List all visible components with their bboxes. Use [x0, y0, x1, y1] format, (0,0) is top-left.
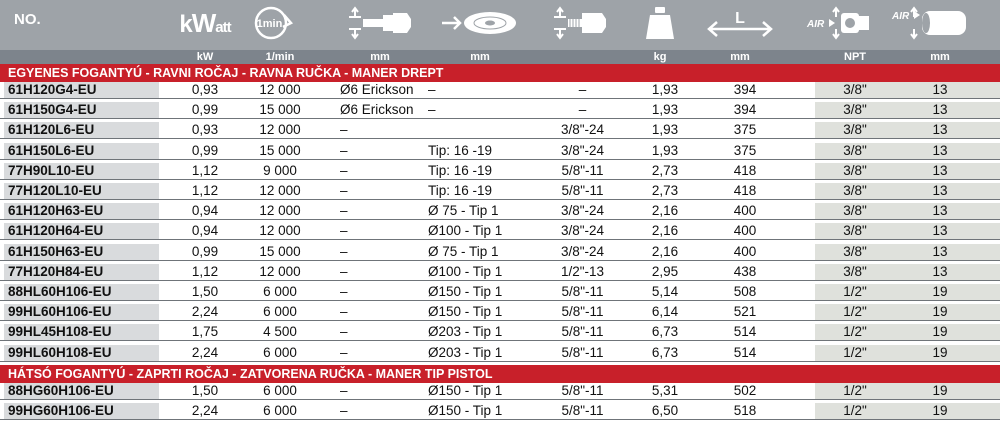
hose-mm: 19	[932, 344, 948, 360]
power-kw: 1,12	[191, 263, 219, 279]
power-kw: 2,24	[191, 403, 219, 418]
weight-kg: 1,93	[651, 82, 679, 97]
spindle-thread: 3/8"-24	[560, 223, 605, 239]
hose-mm: 13	[932, 203, 948, 219]
table-row	[0, 223, 1000, 240]
model-number: 99HL45H108-EU	[4, 324, 159, 340]
disc-type: –	[428, 82, 436, 97]
speed-rpm: 15 000	[259, 102, 301, 118]
air-inlet-npt: 3/8"	[843, 122, 867, 138]
length-mm: 514	[733, 324, 757, 340]
model-number: 77H120H84-EU	[4, 264, 159, 280]
speed-rpm: 12 000	[259, 183, 301, 198]
speed-rpm: 6 000	[263, 284, 297, 299]
section-title: HÁTSÓ FOGANTYÚ - ZAPRTI ROČAJ - ZATVORENA RUČKA - MANER TIP PISTOL	[8, 367, 493, 381]
weight-kg: 5,31	[651, 383, 679, 398]
air-inlet-npt: 3/8"	[843, 243, 867, 259]
length-mm: 518	[733, 403, 757, 418]
unit-hose: mm	[930, 51, 950, 63]
air-label-1: AIR	[807, 19, 825, 30]
hose-mm: 13	[932, 243, 948, 259]
model-number: 61H150G4-EU	[4, 102, 159, 118]
air-inlet-npt: 1/2"	[843, 324, 867, 340]
length-mm: 502	[733, 383, 757, 398]
length-mm: 375	[733, 122, 757, 138]
power-kw: 0,99	[191, 142, 219, 158]
air-inlet-icon	[805, 5, 875, 41]
model-number: 88HG60H106-EU	[4, 383, 159, 399]
svg-text:L: L	[735, 10, 745, 27]
collet-size: –	[340, 324, 348, 340]
disc-type: Ø150 - Tip 1	[428, 304, 503, 320]
collet-size: –	[340, 263, 348, 279]
disc-type: Ø150 - Tip 1	[428, 403, 503, 418]
hose-mm: 13	[932, 223, 948, 239]
model-number: 61H120G4-EU	[4, 82, 159, 98]
speed-rpm: 15 000	[259, 142, 301, 158]
speed-rpm: 6 000	[263, 403, 297, 418]
power-kw: 1,50	[191, 383, 219, 398]
model-number: 61H150L6-EU	[4, 143, 159, 159]
disc-type: Ø100 - Tip 1	[428, 263, 503, 279]
collet-size: Ø6 Erickson	[340, 82, 414, 97]
weight-kg: 2,16	[651, 223, 679, 239]
speed-icon	[250, 5, 298, 41]
spindle-thread: 1/2"-13	[560, 263, 605, 279]
hose-mm: 13	[932, 162, 948, 178]
power-kw: 2,24	[191, 304, 219, 320]
unit-collet: mm	[370, 51, 390, 63]
disc-type	[428, 122, 528, 138]
model-number: 77H120L10-EU	[4, 183, 159, 199]
table-row	[0, 345, 1000, 362]
disc-type: Ø 75 - Tip 1	[428, 203, 499, 219]
air-inlet-npt: 1/2"	[843, 344, 867, 360]
collet-size: –	[340, 142, 348, 158]
model-number: 99HL60H108-EU	[4, 345, 159, 361]
hose-mm: 19	[932, 403, 948, 418]
length-mm: 418	[733, 183, 757, 198]
power-kw: 1,12	[191, 183, 219, 198]
table-row	[0, 264, 1000, 281]
power-kw: 1,12	[191, 162, 219, 178]
weight-kg: 2,16	[651, 243, 679, 259]
air-inlet-npt: 3/8"	[843, 142, 867, 158]
disc-type: Ø150 - Tip 1	[428, 383, 503, 398]
power-kw: 0,93	[191, 82, 219, 97]
spindle-thread: 5/8"-11	[561, 284, 604, 299]
hose-mm: 13	[932, 82, 948, 97]
units-row	[0, 50, 1000, 64]
svg-text:1min.: 1min.	[256, 18, 286, 30]
collet-size: –	[340, 304, 348, 320]
unit-disc: mm	[470, 51, 490, 63]
header-no: NO.	[14, 11, 41, 28]
table-row	[0, 102, 1000, 119]
length-mm: 400	[733, 223, 757, 239]
disc-type: Tip: 16 -19	[428, 162, 493, 178]
power-kw: 2,24	[191, 344, 219, 360]
power-kw: 0,94	[191, 223, 219, 239]
spindle-thread: –	[578, 82, 587, 97]
spindle-thread: 5/8"-11	[561, 383, 604, 398]
air-inlet-npt: 3/8"	[843, 263, 867, 279]
table-row	[0, 203, 1000, 220]
unit-length: mm	[730, 51, 750, 63]
power-kw: 1,75	[191, 324, 219, 340]
air-inlet-npt: 3/8"	[843, 82, 867, 97]
length-mm: 394	[733, 82, 757, 97]
collet-size: –	[340, 162, 348, 178]
speed-rpm: 6 000	[263, 344, 297, 360]
weight-icon	[640, 5, 680, 41]
air-inlet-npt: 1/2"	[843, 403, 867, 418]
length-mm: 400	[733, 203, 757, 219]
table-row	[0, 324, 1000, 341]
model-number: 77H90L10-EU	[4, 163, 159, 179]
power-kw: 0,99	[191, 243, 219, 259]
air-inlet-npt: 3/8"	[843, 162, 867, 178]
speed-rpm: 12 000	[259, 122, 301, 138]
length-icon	[705, 5, 775, 41]
unit-npt: NPT	[844, 51, 866, 63]
speed-rpm: 12 000	[259, 82, 301, 97]
disc-type: Ø 75 - Tip 1	[428, 243, 499, 259]
table-row	[0, 163, 1000, 180]
power-kw: 1,50	[191, 284, 219, 299]
table-row	[0, 383, 1000, 400]
air-inlet-npt: 3/8"	[843, 183, 867, 198]
unit-weight: kg	[653, 51, 667, 63]
unit-spindle	[545, 50, 615, 64]
spindle-thread: 5/8"-11	[561, 324, 604, 340]
air-inlet-npt: 1/2"	[843, 304, 867, 320]
spindle-icon	[550, 5, 610, 41]
disc-type: Ø150 - Tip 1	[428, 284, 503, 299]
model-number: 99HG60H106-EU	[4, 403, 159, 419]
length-mm: 514	[733, 344, 757, 360]
spindle-thread: 5/8"-11	[561, 304, 604, 320]
air-inlet-npt: 1/2"	[843, 284, 867, 299]
table-row	[0, 82, 1000, 99]
table-row	[0, 183, 1000, 200]
air-inlet-npt: 3/8"	[843, 223, 867, 239]
air-hose-icon	[890, 5, 970, 41]
collet-size: –	[340, 243, 348, 259]
collet-size: –	[340, 344, 348, 360]
power-kw: 0,94	[191, 203, 219, 219]
speed-rpm: 12 000	[259, 263, 301, 279]
length-mm: 375	[733, 142, 757, 158]
table-row	[0, 143, 1000, 160]
model-number: 61H150H63-EU	[4, 244, 159, 260]
air-label-2: AIR	[892, 11, 910, 22]
collet-size: –	[340, 183, 348, 198]
collet-size: –	[340, 122, 348, 138]
table-row	[0, 304, 1000, 321]
table-row	[0, 122, 1000, 139]
spindle-thread: –	[578, 102, 587, 118]
power-kw: 0,93	[191, 122, 219, 138]
model-number: 88HL60H106-EU	[4, 284, 159, 300]
unit-speed: 1/min	[265, 51, 295, 63]
hose-mm: 19	[932, 383, 948, 398]
speed-rpm: 12 000	[259, 223, 301, 239]
speed-rpm: 6 000	[263, 383, 297, 398]
weight-kg: 2,73	[651, 183, 679, 198]
disc-type: –	[428, 102, 436, 118]
spindle-thread: 3/8"-24	[560, 203, 605, 219]
length-mm: 438	[733, 263, 757, 279]
weight-kg: 1,93	[651, 142, 679, 158]
speed-rpm: 4 500	[263, 324, 297, 340]
model-number: 99HL60H106-EU	[4, 304, 159, 320]
header-bar	[0, 0, 1000, 50]
collet-size: –	[340, 284, 348, 299]
length-mm: 508	[733, 284, 757, 299]
hose-mm: 13	[932, 102, 948, 118]
air-inlet-npt: 1/2"	[843, 383, 867, 398]
table-row	[0, 244, 1000, 261]
hose-mm: 13	[932, 183, 948, 198]
weight-kg: 6,14	[651, 304, 679, 320]
collet-size: –	[340, 403, 348, 418]
disc-type: Ø203 - Tip 1	[428, 324, 503, 340]
collet-size: –	[340, 223, 348, 239]
model-number: 61H120H64-EU	[4, 223, 159, 239]
air-inlet-npt: 3/8"	[843, 203, 867, 219]
hose-mm: 13	[932, 122, 948, 138]
weight-kg: 2,73	[651, 162, 679, 178]
hose-mm: 19	[932, 324, 948, 340]
weight-kg: 5,14	[651, 284, 679, 299]
model-number: 61H120H63-EU	[4, 203, 159, 219]
spindle-thread: 5/8"-11	[561, 344, 604, 360]
weight-kg: 1,93	[651, 102, 679, 118]
spindle-thread: 5/8"-11	[561, 162, 604, 178]
kwatt-icon: kWatt	[179, 7, 231, 38]
power-kw: 0,99	[191, 102, 219, 118]
spindle-thread: 3/8"-24	[560, 142, 605, 158]
disc-icon	[440, 5, 520, 41]
spindle-thread: 3/8"-24	[560, 243, 605, 259]
hose-mm: 19	[932, 284, 948, 299]
unit-kw: kW	[196, 51, 214, 63]
model-number: 61H120L6-EU	[4, 122, 159, 138]
collet-size: –	[340, 203, 348, 219]
collet-size: Ø6 Erickson	[340, 102, 414, 118]
section-straight-handle	[0, 64, 1000, 82]
speed-rpm: 12 000	[259, 203, 301, 219]
disc-type: Ø100 - Tip 1	[428, 223, 503, 239]
air-inlet-npt: 3/8"	[843, 102, 867, 118]
table-row	[0, 403, 1000, 420]
section-pistol-handle	[0, 365, 1000, 383]
length-mm: 400	[733, 243, 757, 259]
weight-kg: 2,95	[651, 263, 679, 279]
speed-rpm: 6 000	[263, 304, 297, 320]
hose-mm: 19	[932, 304, 948, 320]
speed-rpm: 9 000	[263, 162, 297, 178]
weight-kg: 1,93	[651, 122, 679, 138]
kwatt-suffix: att	[215, 18, 231, 36]
weight-kg: 2,16	[651, 203, 679, 219]
length-mm: 418	[733, 162, 757, 178]
section-title: EGYENES FOGANTYÚ - RAVNI ROČAJ - RAVNA RUČKA - MANER DREPT	[8, 66, 444, 80]
collet-size: –	[340, 383, 348, 398]
disc-type: Tip: 16 -19	[428, 142, 493, 158]
length-mm: 521	[733, 304, 757, 320]
spindle-thread: 3/8"-24	[560, 122, 605, 138]
spindle-thread: 5/8"-11	[561, 183, 604, 198]
disc-type: Ø203 - Tip 1	[428, 344, 503, 360]
hose-mm: 13	[932, 263, 948, 279]
length-mm: 394	[733, 102, 757, 118]
disc-type: Tip: 16 -19	[428, 183, 493, 198]
table-row	[0, 284, 1000, 301]
collet-icon	[345, 5, 415, 41]
weight-kg: 6,50	[651, 403, 679, 418]
weight-kg: 6,73	[651, 344, 679, 360]
weight-kg: 6,73	[651, 324, 679, 340]
spindle-thread: 5/8"-11	[561, 403, 604, 418]
hose-mm: 13	[932, 142, 948, 158]
speed-rpm: 15 000	[259, 243, 301, 259]
